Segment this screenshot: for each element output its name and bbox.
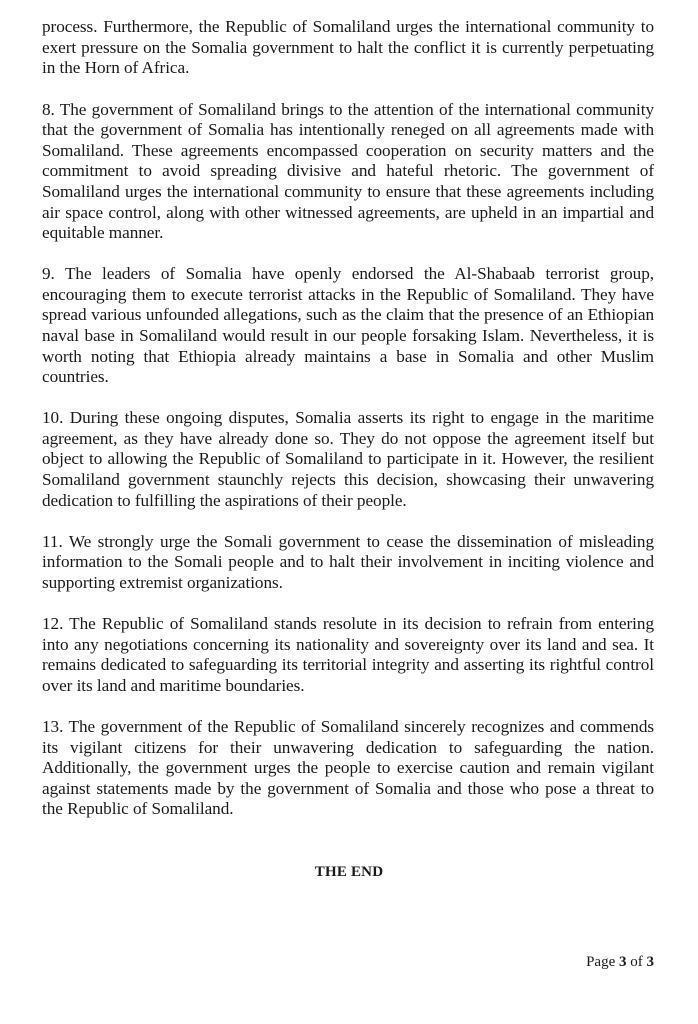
document-body [42, 17, 654, 840]
of-label: of [630, 954, 643, 970]
paragraph-9: 9. The leaders of Somalia have openly endorsed the Al-Shabaab terrorist group, encouraging them to execute terrorist attacks in the Republic of Somaliland. They have spread various unfounded allegations, such as the claim that the presence of an Ethiopian naval base in Somaliland would result in our people forsaking Islam. Nevertheless, it is worth noting that Ethiopia already maintains a base in Somalia and other Muslim countries. [42, 264, 654, 387]
page-number [586, 954, 654, 971]
page-label: Page [586, 954, 616, 970]
paragraph-11: 11. We strongly urge the Somali government to cease the dissemination of misleading information to the Somali people and to halt their involvement in inciting violence and supporting extremist organizations. [42, 531, 654, 592]
current-page: 3 [619, 954, 627, 970]
closing-heading: THE END [314, 864, 384, 880]
total-pages: 3 [646, 954, 654, 970]
paragraph-8: 8. The government of Somaliland brings to the attention of the international community that the government of Somalia has intentionally reneged on all agreements made with Somaliland. These agreements encompassed cooperation on security matters and the commitment to avoid spreading divisive and hateful rhetoric. The government of Somaliland urges the international community to ensure that these agreements including air space control, along with other witnessed agreements, are upheld in an impartial and equitable manner. [42, 99, 654, 243]
paragraph-13: 13. The government of the Republic of Somaliland sincerely recognizes and commends its vigilant citizens for their unwavering dedication to safeguarding the nation. Additionally, the government urges the people to exercise caution and remain vigilant against statements made by the government of Somalia and those who pose a threat to the Republic of Somaliland. [42, 716, 654, 819]
paragraph-12: 12. The Republic of Somaliland stands resolute in its decision to refrain from entering into any negotiations concerning its nationality and sovereignty over its land and sea. It remains dedicated to safeguarding its territorial integrity and asserting its rightful control over its land and maritime boundaries. [42, 614, 654, 695]
paragraph-10: 10. During these ongoing disputes, Somalia asserts its right to engage in the maritime agreement, as they have already done so. They do not oppose the agreement itself but object to allowing the Republic of Somaliland to participate in it. However, the resilient Somaliland government staunchly rejects this decision, showcasing their unwavering dedication to fulfilling the aspirations of their people. [42, 408, 654, 510]
paragraph-continued: process. Furthermore, the Republic of Somaliland urges the international community to exert pressure on the Somalia government to halt the conflict it is currently perpetuating in the Horn of Africa. [42, 17, 654, 78]
